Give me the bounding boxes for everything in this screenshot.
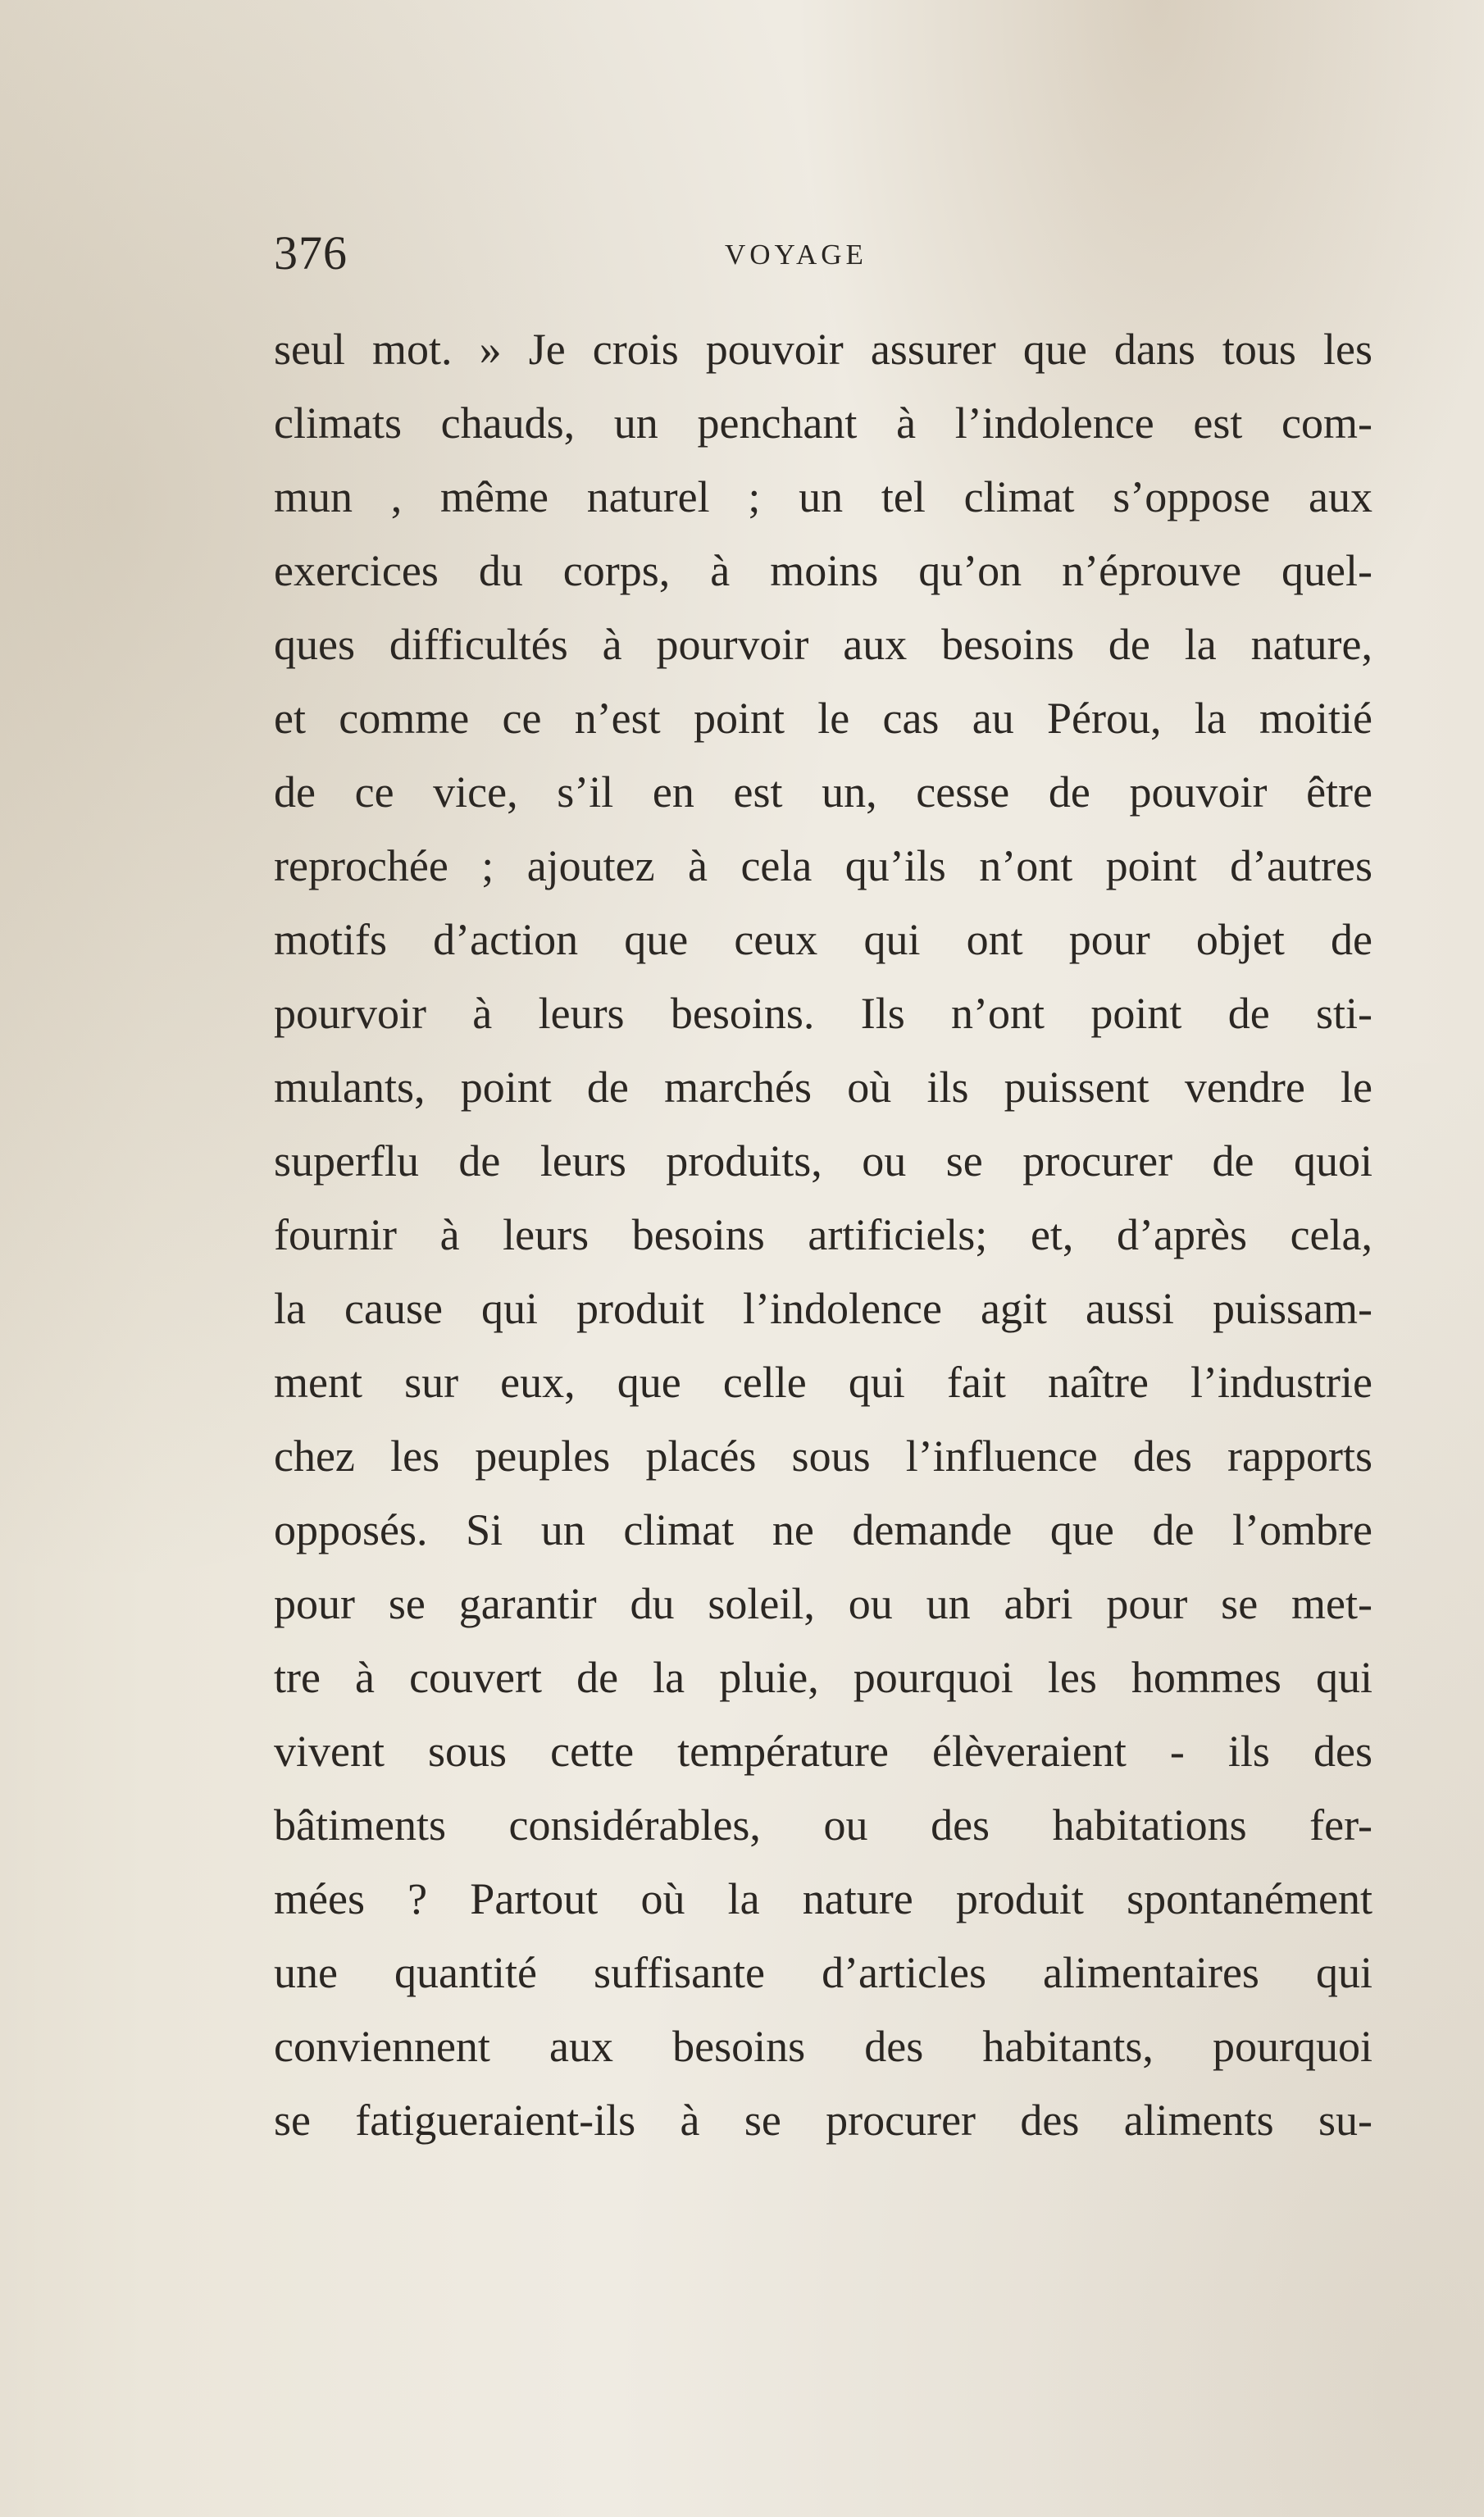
text-line: reprochée ; ajoutez à cela qu’ils n’ont point d’autres	[274, 841, 1372, 890]
text-line: se fatigueraient-ils à se procurer des aliments su-	[274, 2096, 1372, 2145]
text-line: pour se garantir du soleil, ou un abri pour se met-	[274, 1579, 1372, 1628]
text-line: motifs d’action que ceux qui ont pour objet de	[274, 915, 1372, 964]
text-line: mulants, point de marchés où ils puissent vendre le	[274, 1063, 1372, 1112]
text-line: chez les peuples placés sous l’influence des rapports	[274, 1431, 1372, 1481]
running-head: VOYAGE	[725, 239, 867, 271]
text-line: exercices du corps, à moins qu’on n’éprouve quel-	[274, 546, 1372, 595]
text-line: conviennent aux besoins des habitants, pourquoi	[274, 2022, 1372, 2071]
text-line: ment sur eux, que celle qui fait naître l’industrie	[274, 1358, 1372, 1407]
text-line: de ce vice, s’il en est un, cesse de pouvoir être	[274, 767, 1372, 817]
text-line: tre à couvert de la pluie, pourquoi les hommes qui	[274, 1653, 1372, 1702]
page-header	[274, 225, 1372, 290]
text-line: climats chauds, un penchant à l’indolence est com-	[274, 398, 1372, 448]
text-line: vivent sous cette température élèveraient - ils des	[274, 1727, 1372, 1776]
text-line: seul mot. » Je crois pouvoir assurer que dans tous les	[274, 325, 1372, 374]
text-line: fournir à leurs besoins artificiels; et, d’après cela,	[274, 1210, 1372, 1259]
text-line: une quantité suffisante d’articles alimentaires qui	[274, 1948, 1372, 1997]
text-line: mun , même naturel ; un tel climat s’oppose aux	[274, 472, 1372, 521]
page-number: 376	[274, 226, 348, 280]
body-text	[274, 312, 1372, 2157]
text-line: bâtiments considérables, ou des habitations fer-	[274, 1800, 1372, 1850]
text-line: ques difficultés à pourvoir aux besoins de la nature,	[274, 620, 1372, 669]
text-line: et comme ce n’est point le cas au Pérou, la moitié	[274, 694, 1372, 743]
text-line: mées ? Partout où la nature produit spontanément	[274, 1874, 1372, 1923]
text-line: opposés. Si un climat ne demande que de l’ombre	[274, 1505, 1372, 1554]
text-line: la cause qui produit l’indolence agit aussi puissam-	[274, 1284, 1372, 1333]
text-line: pourvoir à leurs besoins. Ils n’ont point de sti-	[274, 989, 1372, 1038]
text-line: superflu de leurs produits, ou se procurer de quoi	[274, 1136, 1372, 1186]
